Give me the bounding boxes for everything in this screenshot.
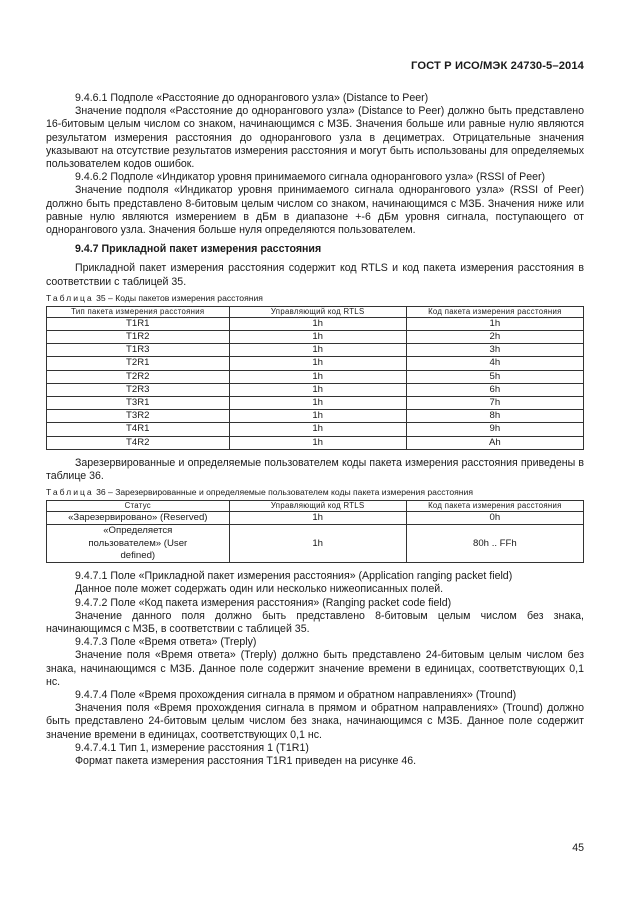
table-row bbox=[47, 436, 584, 449]
table-cell: 1h bbox=[229, 383, 406, 396]
table-36-caption bbox=[46, 487, 584, 498]
table-cell: 6h bbox=[406, 383, 583, 396]
table-cell: 1h bbox=[229, 397, 406, 410]
table-cell: 1h bbox=[229, 512, 406, 525]
table-header-cell: Код пакета измерения расстояния bbox=[406, 306, 583, 317]
paragraph-treply: Значение поля «Время ответа» (Treply) должно быть представлено 24-битовым целым числом без знака, начинающимся с МЗБ. Данное поле содержит значение времени в единицах, соответствующих 0,1 нс. bbox=[46, 649, 584, 688]
table-row bbox=[47, 317, 584, 330]
table-cell: T3R2 bbox=[47, 410, 230, 423]
table-row bbox=[47, 410, 584, 423]
table-35-caption-label: Таблица bbox=[46, 292, 94, 303]
subclause-9-4-7-4-title: 9.4.7.4 Поле «Время прохождения сигнала в прямом и обратном направлениях» (Tround) bbox=[75, 688, 517, 701]
paragraph-intro: Прикладной пакет измерения расстояния содержит код RTLS и код пакета измерения расстояния в соответствии с таблицей 35. bbox=[46, 262, 584, 288]
table-row bbox=[47, 512, 584, 525]
table-cell: 8h bbox=[406, 410, 583, 423]
table-cell: 1h bbox=[229, 423, 406, 436]
table-cell: 1h bbox=[229, 331, 406, 344]
spacer bbox=[46, 563, 584, 570]
table-header-row bbox=[47, 306, 584, 317]
table-36 bbox=[46, 500, 584, 563]
subclause-9-4-7-4-1-title: 9.4.7.4.1 Тип 1, измерение расстояния 1 (T1R1) bbox=[75, 741, 309, 754]
table-row bbox=[47, 383, 584, 396]
table-header-cell: Тип пакета измерения расстояния bbox=[47, 306, 230, 317]
table-cell: 5h bbox=[406, 370, 583, 383]
subclause-9-4-6-1-title: 9.4.6.1 Подполе «Расстояние до однорангового узла» (Distance to Peer) bbox=[75, 92, 429, 104]
page-number: 45 bbox=[572, 842, 584, 854]
paragraph-t1r1-format: Формат пакета измерения расстояния T1R1 приведен на рисунке 46. bbox=[75, 754, 417, 767]
table-cell: 3h bbox=[406, 344, 583, 357]
content bbox=[46, 92, 584, 768]
table-cell: T3R1 bbox=[47, 397, 230, 410]
subclause-9-4-6-2-title: 9.4.6.2 Подполе «Индикатор уровня принимаемого сигнала однорангового узла» (RSSI of Peer) bbox=[75, 171, 546, 184]
spacer bbox=[46, 450, 584, 457]
paragraph-table-36-reference: Зарезервированные и определяемые пользователем коды пакета измерения расстояния приведены в таблице 36. bbox=[46, 456, 584, 483]
table-cell: T4R1 bbox=[47, 423, 230, 436]
table-cell: 1h bbox=[229, 410, 406, 423]
table-cell: 7h bbox=[406, 397, 583, 410]
subclause-9-4-7-2-title: 9.4.7.2 Поле «Код пакета измерения расстояния» (Ranging packet code field) bbox=[75, 596, 452, 609]
table-cell: «Определяется пользователем» (User defined) bbox=[47, 525, 230, 563]
table-35-caption bbox=[46, 293, 584, 304]
table-cell: 1h bbox=[229, 436, 406, 449]
table-row bbox=[47, 397, 584, 410]
table-35 bbox=[46, 306, 584, 450]
table-cell: «Зарезервировано» (Reserved) bbox=[47, 512, 230, 525]
section-heading-9-4-7: 9.4.7 Прикладной пакет измерения расстояния bbox=[75, 243, 322, 256]
table-36-caption-text: 36 – Зарезервированные и определяемые пользователем коды пакета измерения расстояния bbox=[93, 487, 474, 498]
paragraph-distance-to-peer: Значение подполя «Расстояние до однорангового узла» (Distance to Peer) должно быть представлено 16-битовым целым числом со знаком, начинающимся с МЗБ. Значения больше или равные нулю являются результатом измерения расстояния до однорангового узла в дециметрах. Отрицательные значения указывают на отсутствие результатов измерения расстояния и могут быть использованы для определяемых пользователем кодов ошибок. bbox=[46, 105, 584, 171]
table-cell: 2h bbox=[406, 331, 583, 344]
table-row bbox=[47, 370, 584, 383]
subclause-9-4-7-1-title: 9.4.7.1 Поле «Прикладной пакет измерения расстояния» (Application ranging packet field) bbox=[75, 570, 513, 583]
table-cell: T2R1 bbox=[47, 357, 230, 370]
table-cell: T2R2 bbox=[47, 370, 230, 383]
table-cell: 1h bbox=[406, 317, 583, 330]
subclause-9-4-7-3-title: 9.4.7.3 Поле «Время ответа» (Treply) bbox=[75, 636, 257, 649]
table-cell: Ah bbox=[406, 436, 583, 449]
paragraph-ranging-packet-code: Значение данного поля должно быть представлено 8-битовым целым числом без знака, начинающимся с МЗБ, в соответствии с таблицей 35. bbox=[46, 609, 584, 635]
table-cell: T1R3 bbox=[47, 344, 230, 357]
table-cell: 9h bbox=[406, 423, 583, 436]
table-cell: T4R2 bbox=[47, 436, 230, 449]
table-cell: 1h bbox=[229, 525, 406, 563]
table-row bbox=[47, 344, 584, 357]
table-cell: 1h bbox=[229, 344, 406, 357]
table-cell: T1R1 bbox=[47, 317, 230, 330]
table-header-cell: Управляющий код RTLS bbox=[229, 501, 406, 512]
table-cell: 80h .. FFh bbox=[406, 525, 583, 563]
table-cell: 1h bbox=[229, 317, 406, 330]
table-36-caption-label: Таблица bbox=[46, 487, 94, 498]
table-cell: 1h bbox=[229, 370, 406, 383]
table-header-row bbox=[47, 501, 584, 512]
table-cell: T1R2 bbox=[47, 331, 230, 344]
table-header-cell: Управляющий код RTLS bbox=[229, 306, 406, 317]
table-header-cell: Код пакета измерения расстояния bbox=[406, 501, 583, 512]
table-row bbox=[47, 525, 584, 563]
table-35-caption-text: 35 – Коды пакетов измерения расстояния bbox=[93, 292, 263, 303]
table-row bbox=[47, 357, 584, 370]
table-cell: T2R3 bbox=[47, 383, 230, 396]
paragraph-tround: Значения поля «Время прохождения сигнала в прямом и обратном направлениях» (Tround) должно быть представлено 24-битовым целым числом без знака, начинающимся с МЗБ. Данное поле содержит значение времени в единицах, соответствующих 0,1 нс. bbox=[46, 702, 584, 741]
table-row bbox=[47, 331, 584, 344]
document-code: ГОСТ Р ИСО/МЭК 24730-5–2014 bbox=[411, 60, 584, 72]
table-cell: 4h bbox=[406, 357, 583, 370]
table-header-cell: Статус bbox=[47, 501, 230, 512]
paragraph-application-ranging-packet: Данное поле может содержать один или несколько нижеописанных полей. bbox=[75, 583, 444, 596]
paragraph-rssi-of-peer: Значение подполя «Индикатор уровня принимаемого сигнала однорангового узла» (RSSI of Peer) должно быть представлено 8-битовым целым числом со знаком, начинающимся с МЗБ. Значения ниже или равные нулю являются измерением в дБм в диапазоне +-6 дБм уровня сигнала, поступающего от однорангового узла. Значения больше нуля определяются пользователем. bbox=[46, 184, 584, 237]
table-cell: 1h bbox=[229, 357, 406, 370]
table-row bbox=[47, 423, 584, 436]
table-cell: 0h bbox=[406, 512, 583, 525]
